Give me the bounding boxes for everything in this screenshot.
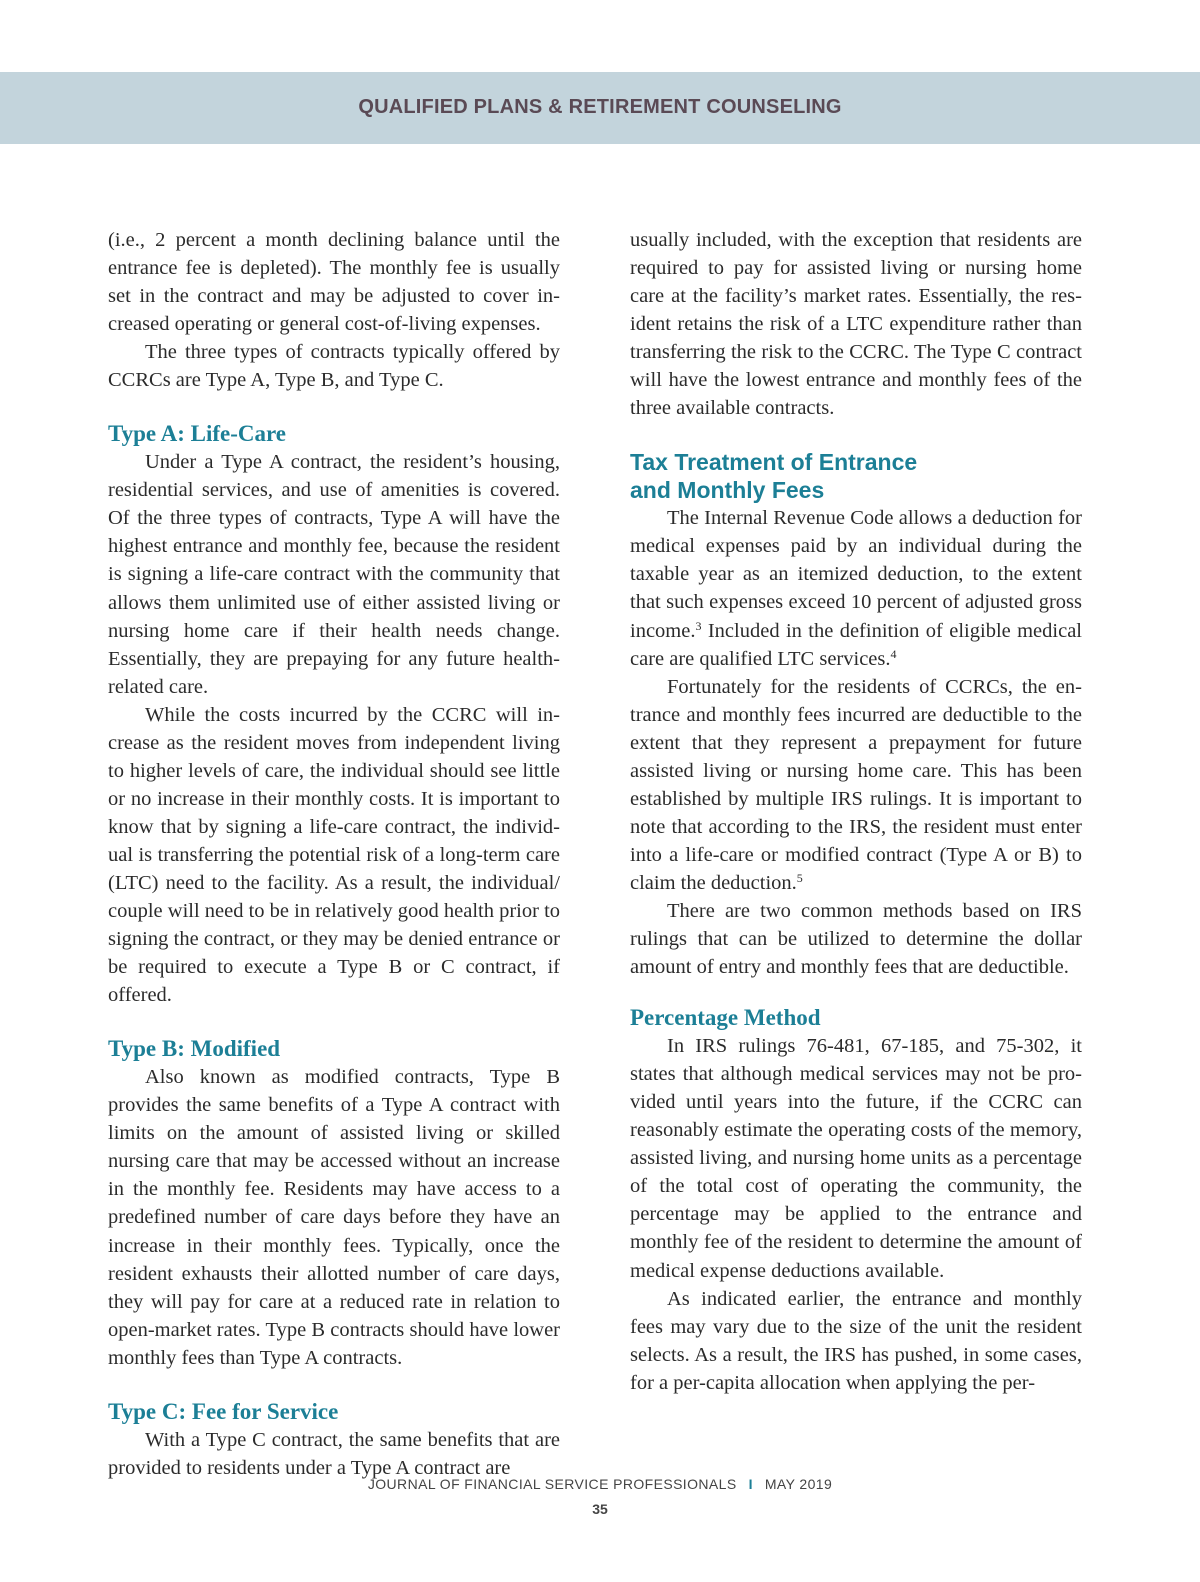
paragraph bbox=[630, 673, 1082, 897]
issue-date: MAY 2019 bbox=[764, 1476, 833, 1492]
tax-heading-line1: Tax Treatment of Entrance bbox=[630, 449, 918, 476]
footnote-ref: 3 bbox=[695, 618, 702, 633]
type-c-heading: Type C: Fee for Service bbox=[108, 1398, 339, 1424]
paragraph: usually included, with the exception that residents are required to pay for assisted living or nursing home care at the facility’s market rates. Essentially, the resident retains the risk of a LTC expenditure rather than transferring the risk to the CCRC. The Type C contract will have the lowest entrance and monthly fees of the three available contracts. bbox=[630, 229, 1082, 420]
paragraph: Under a Type A contract, the resident’s housing, residential services, and use of amenities is covered. Of the three types of contracts, Type A will have the highest entrance and monthly fee, because the resident is signing a life-care contract with the community that allows them unlimited use of either assisted living or nursing home care if their health needs change. Essentially, they are prepaying for any future health-related care. bbox=[108, 451, 560, 698]
paragraph: (i.e., 2 percent a month declining balance until the entrance fee is depleted). The monthly fee is usually set in the contract and may be adjusted to cover increased operating or general cost-of-living expenses. bbox=[108, 229, 560, 336]
section-label: QUALIFIED PLANS & RETIREMENT COUNSELING bbox=[358, 96, 842, 118]
text-run: The Internal Revenue Code allows a deduction for medical expenses paid by an individual during the taxable year as an itemized deduction, to the extent that such expenses exceed 10 percent of adjusted gross income. bbox=[630, 507, 1082, 642]
paragraph: As indicated earlier, the entrance and monthly fees may vary due to the size of the unit the resident selects. As a result, the IRS has pushed, in some cases, for a per-capita allocation when applying the per- bbox=[630, 1287, 1082, 1394]
paragraph: With a Type C contract, the same benefits that are provided to residents under a Type A contract are bbox=[108, 1428, 560, 1479]
footer-separator: I bbox=[748, 1476, 753, 1492]
paragraph: The three types of contracts typically offered by CCRCs are Type A, Type B, and Type C. bbox=[108, 341, 560, 392]
footnote-ref: 5 bbox=[796, 870, 803, 885]
paragraph: While the costs incurred by the CCRC will increase as the resident moves from independent living to higher levels of care, the individual should see little or no increase in their monthly costs. It is important to know that by signing a life-care contract, the individual is transferring the potential risk of a long-term care (LTC) need to the facility. As a result, the individual/ couple will need to be in relatively good health prior to signing the contract, or they may be denied entrance or be required to execute a Type B or C contract, if offered. bbox=[108, 703, 561, 1007]
journal-footer bbox=[0, 1476, 1200, 1492]
journal-name: JOURNAL OF FINANCIAL SERVICE PROFESSIONALS bbox=[367, 1476, 737, 1492]
tax-treatment-heading bbox=[630, 448, 1082, 504]
footnote-ref: 4 bbox=[890, 646, 897, 661]
page-number: 35 bbox=[592, 1501, 608, 1517]
right-column bbox=[630, 226, 1082, 1397]
text-run: Included in the definition of eligible medical care are qualified LTC services. bbox=[630, 619, 1082, 670]
paragraph: There are two common methods based on IRS rulings that can be utilized to determine the dollar amount of entry and monthly fees that are deductible. bbox=[630, 899, 1082, 979]
text-run: Fortunately for the residents of CCRCs, the entrance and monthly fees incurred are deductible to the extent that they represent a prepayment for future assisted living or nursing home care. This has been established by multiple IRS rulings. It is important to note that according to the IRS, the resident must enter into a life-care or modified contract (Type A or B) to claim the deduction. bbox=[630, 675, 1082, 894]
paragraph bbox=[630, 504, 1082, 672]
type-b-heading: Type B: Modified bbox=[108, 1036, 281, 1062]
percentage-method-heading: Percentage Method bbox=[630, 1005, 821, 1031]
paragraph: In IRS rulings 76-481, 67-185, and 75-302, it states that although medical services may not be provided until years into the future, if the CCRC can reasonably estimate the operating costs of the memory, assisted living, and nursing home units as a percentage of the total cost of operating the community, the percentage may be applied to the entrance and monthly fee of the resident to determine the amount of medical expense deductions available. bbox=[630, 1035, 1082, 1282]
type-a-heading: Type A: Life-Care bbox=[108, 421, 287, 447]
left-column bbox=[108, 226, 560, 1482]
paragraph: Also known as modified contracts, Type B provides the same benefits of a Type A contract with limits on the amount of assisted living or skilled nursing care that may be accessed without an increase in the monthly fee. Residents may have access to a predefined number of care days before they have an increase in their monthly fees. Typically, once the resident exhausts their allotted number of care days, they will pay for care at a reduced rate in relation to open-market rates. Type B contracts should have lower monthly fees than Type A contracts. bbox=[108, 1066, 560, 1369]
tax-heading-line2: and Monthly Fees bbox=[630, 477, 825, 504]
